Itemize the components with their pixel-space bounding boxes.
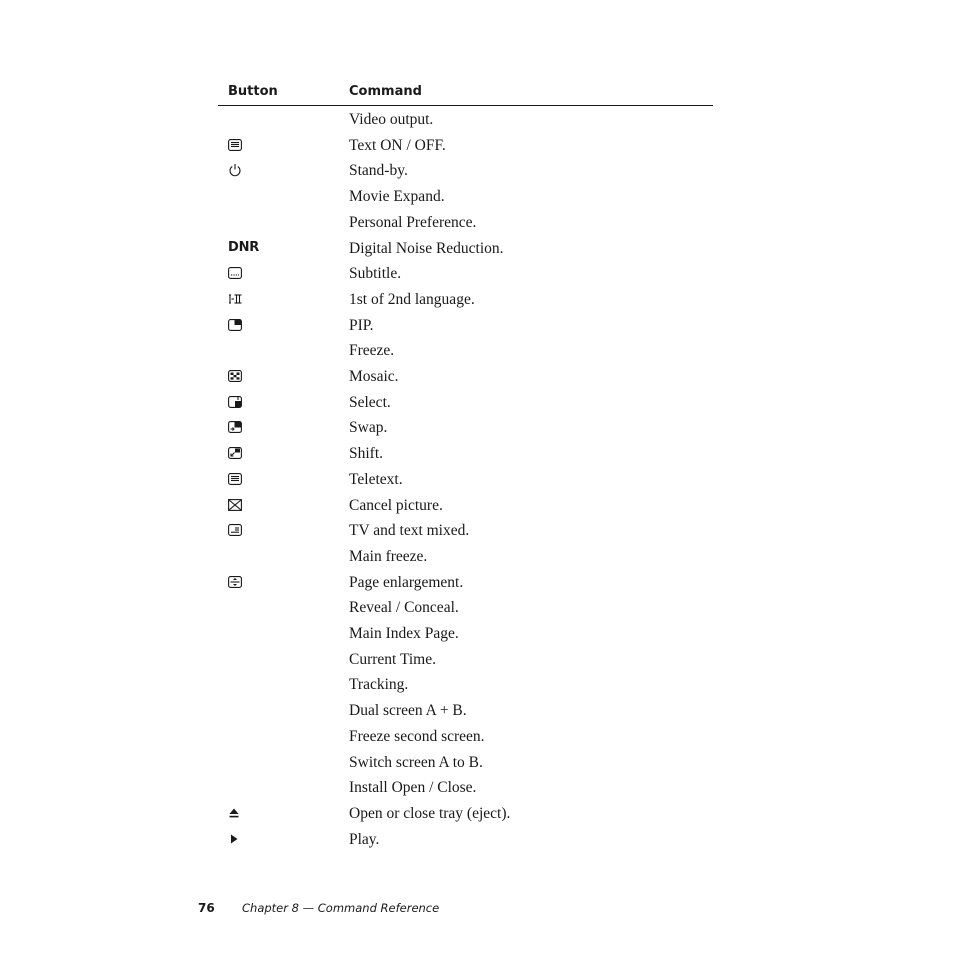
command-text: Current Time.	[349, 650, 436, 668]
command-text: Freeze.	[349, 342, 395, 360]
empty-button-cell	[228, 112, 244, 126]
table-row	[218, 185, 713, 210]
table-row	[218, 339, 713, 364]
chapter-title: Chapter 8 — Command Reference	[242, 901, 440, 915]
empty-button-cell	[228, 343, 244, 357]
command-text: Main Index Page.	[349, 625, 459, 642]
command-text: TV and text mixed.	[349, 522, 470, 540]
table-row	[218, 314, 713, 339]
empty-button-cell	[228, 549, 244, 563]
table-row	[218, 545, 713, 570]
shift-icon	[228, 446, 244, 460]
empty-button-cell	[228, 600, 244, 614]
command-text: Stand-by.	[349, 162, 408, 180]
cancel-picture-icon	[228, 498, 244, 512]
empty-button-cell	[228, 189, 244, 203]
command-text: Video output.	[349, 111, 434, 128]
command-text: Shift.	[349, 445, 384, 463]
empty-button-cell	[228, 755, 244, 769]
table-row	[218, 622, 713, 647]
command-text: Play.	[349, 830, 380, 848]
command-text: Teletext.	[349, 470, 403, 488]
language-icon	[228, 292, 244, 306]
empty-button-cell	[228, 703, 244, 717]
text-icon	[228, 138, 244, 152]
table-row	[218, 262, 713, 287]
table-row	[218, 108, 713, 133]
table-row	[218, 828, 713, 853]
swap-icon	[228, 420, 244, 434]
eject-icon	[228, 806, 244, 820]
teletext-icon	[228, 472, 244, 486]
command-text: Freeze second screen.	[349, 727, 485, 745]
subtitle-icon	[228, 266, 244, 280]
command-text: Install Open / Close.	[349, 779, 477, 797]
column-header-button: Button	[228, 84, 278, 99]
table-row	[218, 237, 713, 262]
table-row	[218, 416, 713, 441]
command-text: Switch screen A to B.	[349, 753, 483, 771]
empty-button-cell	[228, 652, 244, 666]
command-text: Open or close tray (eject).	[349, 804, 511, 822]
command-text: Digital Noise Reduction.	[349, 239, 504, 257]
table-row	[218, 134, 713, 159]
select-icon	[228, 395, 244, 409]
command-text: Text ON / OFF.	[349, 136, 446, 154]
tv-text-mixed-icon	[228, 523, 244, 537]
button-label-cell	[228, 239, 260, 255]
command-text: Swap.	[349, 419, 388, 437]
command-text: Movie Expand.	[349, 188, 445, 206]
empty-button-cell	[228, 215, 244, 229]
command-text: Select.	[349, 393, 391, 411]
table-row	[218, 365, 713, 390]
table-row	[218, 159, 713, 184]
command-text: Personal Preference.	[349, 213, 477, 231]
table-row	[218, 494, 713, 519]
table-row	[218, 673, 713, 698]
command-text: Dual screen A + B.	[349, 702, 467, 720]
column-header-command: Command	[349, 84, 422, 99]
table-row	[218, 751, 713, 776]
header-rule	[218, 105, 713, 106]
empty-button-cell	[228, 677, 244, 691]
command-text: Page enlargement.	[349, 573, 464, 591]
table-row	[218, 725, 713, 750]
empty-button-cell	[228, 626, 244, 640]
command-text: Cancel picture.	[349, 496, 443, 514]
table-row	[218, 571, 713, 596]
table-row	[218, 519, 713, 544]
mosaic-icon	[228, 369, 244, 383]
table-row	[218, 442, 713, 467]
table-row	[218, 802, 713, 827]
command-text: Tracking.	[349, 676, 409, 694]
power-icon	[228, 163, 244, 177]
table-row	[218, 776, 713, 801]
command-text: Subtitle.	[349, 265, 402, 283]
empty-button-cell	[228, 729, 244, 743]
empty-button-cell	[228, 780, 244, 794]
page-number: 76	[198, 901, 215, 915]
table-row	[218, 648, 713, 673]
dnr-button-label: DNR	[228, 239, 260, 255]
table-row	[218, 468, 713, 493]
table-row	[218, 391, 713, 416]
command-text: Reveal / Conceal.	[349, 599, 459, 617]
table-row	[218, 596, 713, 621]
play-icon	[228, 832, 244, 846]
table-row	[218, 211, 713, 236]
command-text: Mosaic.	[349, 368, 399, 385]
command-text: Main freeze.	[349, 547, 428, 565]
table-row	[218, 699, 713, 724]
pip-icon	[228, 318, 244, 332]
command-text: PIP.	[349, 316, 374, 334]
command-text: 1st of 2nd language.	[349, 290, 475, 308]
table-row	[218, 288, 713, 313]
page-enlargement-icon	[228, 575, 244, 589]
